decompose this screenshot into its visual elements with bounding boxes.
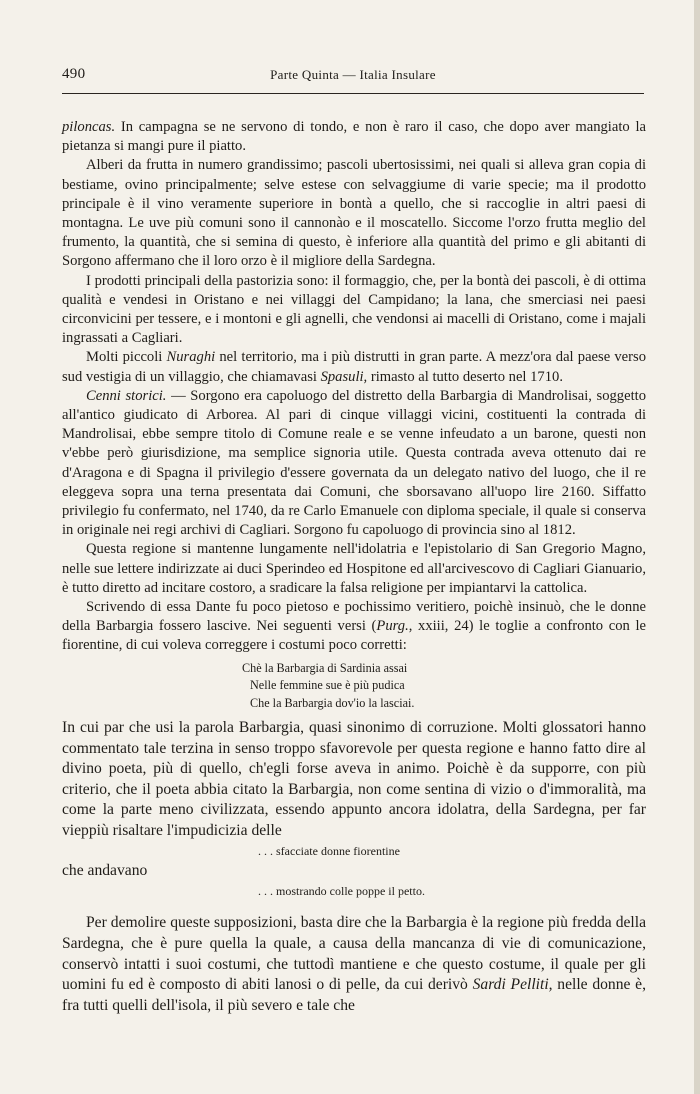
running-title: Parte Quinta — Italia Insulare	[270, 67, 436, 82]
section-heading-cenni-storici: Cenni storici.	[86, 387, 167, 404]
p1-italic-piloncas: piloncas.	[62, 119, 116, 135]
header-rule	[62, 93, 644, 94]
page-edge	[694, 0, 700, 1094]
quote-1: . . . sfacciate donne fiorentine	[258, 844, 400, 859]
page-header	[62, 66, 644, 88]
quote-2: . . . mostrando colle poppe il petto.	[258, 884, 425, 899]
verse-line-2: Nelle femmine sue è più pudica	[250, 678, 405, 693]
between-quotes-text: che andavano	[62, 862, 148, 880]
p4-text-c: rimasto al tutto deserto nel 1710.	[367, 368, 563, 385]
paragraph-6: Questa regione si mantenne lungamente nell'idolatria e l'epistolario di San Gregorio Magno, nelle sue lettere indirizzate ai duci Sperindeo ed Hospitone ed all'arcivescovo di Cagliari Gianuario, è tutto diretto ad incitare costoro, a sradicare la falsa religione per impiantarvi la cattolica.	[62, 541, 646, 596]
final-text-b: nelle donne è, fra tutti quelli dell'isola, il più severo e tale che	[62, 976, 647, 1014]
final-italic-sardi-pelliti: Sardi Pelliti,	[472, 976, 553, 994]
verse-line-3: Che la Barbargia dov'io la lasciai.	[250, 695, 415, 710]
p7-italic-purg: Purg.	[376, 618, 409, 635]
paragraph-3: I prodotti principali della pastorizia sono: il formaggio, che, per la bontà dei pascoli, è di ottima qualità e vendesi in Oristano e nei villaggi del Campidano; la lana, che smerciasi nei paesi circonvicini per tessere, e i montoni e gli agnelli, che vendonsi ai macelli di Oristano, come i majali ingrassati a Cagliari.	[62, 272, 646, 347]
paragraph-4	[62, 348, 646, 386]
paragraph-2: Alberi da frutta in numero grandissimo; pascoli ubertosissimi, nei quali si alleva gran copia di bestiame, ovino principalmente; selve estese con selvaggiume di varie specie; ma il prodotto principale è il vino veramente superiore in bontà a quello, che si raccoglie in altri paesi di montagna. Le uve più comuni sono il cannonào e il moscatello. Siccome l'orzo frutta meglio del frumento, la quantità, che si semina di questo, è inferiore alla quantità del primo e gli abitanti di Sorgono affermano che il loro orzo è il migliore della Sardegna.	[62, 157, 646, 270]
body-text	[62, 118, 646, 1016]
p5-text: — Sorgono era capoluogo del distretto della Barbargia di Mandrolisai, soggetto all'antico giudicato di Arborea. Al pari di cinque villaggi vicini, costituenti la contrada di Mandrolisai, ebbe sempre titolo di Comune reale e se venne infeudato a un barone, questi non v'ebbe però giurisdizione, ma semplice signoria utile. Questa contrada aveva ottenuto dai re d'Aragona e di Spagna il privilegio d'essere governata da un delegato nativo del luogo, che il re eleggeva sopra una terna presentata dai Comuni, che sborsavano all'uopo lire 2160. Siffatto privilegio fu confermato, nel 1740, da re Carlo Emanuele con diploma speciale, il quale si conserva in originale nei regi archivi di Cagliari. Sorgono fu capoluogo di provincia sino al 1812.	[62, 387, 646, 539]
p4-italic-nuraghi: Nuraghi	[166, 349, 216, 366]
p4-text-b: nel territorio, ma i più distrutti in gran parte. A mezz'ora dal paese verso sud vestigia di un villaggio, che chiamavasi	[62, 349, 646, 385]
dante-verse	[62, 660, 646, 712]
paragraph-7	[62, 598, 646, 656]
p7-text-a: Scrivendo di essa Dante fu poco pietoso e pochissimo veritiero, poichè insinuò, che le donne della Barbargia fossero lascive. Nei seguenti versi (	[62, 599, 646, 635]
paragraph-1	[62, 118, 646, 156]
p7-text-b: , xxiii, 24) le toglie a confronto con le fiorentine, di cui voleva correggere i costumi poco corretti:	[62, 618, 646, 654]
p4-italic-spasuli: Spasuli,	[320, 368, 368, 385]
final-text-a: Per demolire queste supposizioni, basta dire che la Barbargia è la regione più fredda della Sardegna, che è pure quella la quale, a causa della mancanza di vie di comunicazione, conservò intatti i suoi costumi, che tuttodì mantiene e che questo costume, il quale per gli uomini fu ed è composto di abiti lanosi o di pelle, da cui derivò	[62, 914, 646, 994]
paragraph-after-verse: In cui par che usi la parola Barbargia, quasi sinonimo di corruzione. Molti glossatori hanno commentato tale terzina in senso troppo sfavorevole per questa regione e hanno fatto dire al divino poeta, più di quello, ch'egli forse aveva in animo. Poichè è da supporre, con più criterio, che il poeta abbia citato la Barbargia, non come sentina di vizio o d'immoralità, ma come la parte meno civilizzata, essendo appunto ancora idolatra, della Sardegna, per far vieppiù risaltare l'impudicizia delle	[62, 718, 646, 839]
paragraph-1-text: piloncas. In campagna se ne servono di tondo, e non è raro il caso, che dopo aver mangiato la pietanza si mangi pure il piatto.	[62, 119, 646, 155]
p4-text-a: Molti piccoli	[86, 349, 167, 366]
page-number: 490	[62, 66, 86, 82]
verse-line-1: Chè la Barbargia di Sardinia assai	[242, 660, 408, 675]
paragraph-final	[62, 913, 646, 1016]
paragraph-5	[62, 387, 646, 541]
